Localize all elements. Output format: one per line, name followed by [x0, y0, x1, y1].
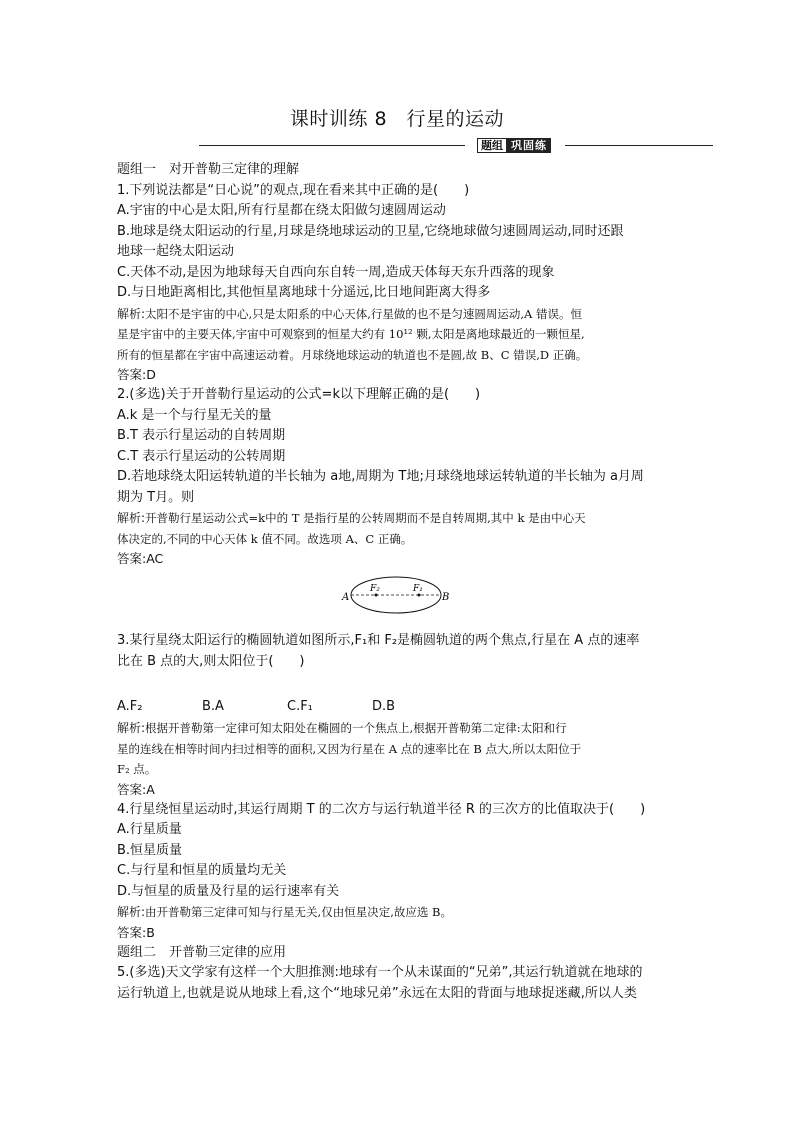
q2-option-d-line1: D.若地球绕太阳运转轨道的半长轴为 a地,周期为 T地;月球绕地球运转轨道的半长轴为 a月周	[117, 469, 644, 484]
q4-explanation-line1	[117, 902, 677, 923]
q1-option-d: D.与日地距离相比,其他恒星离地球十分遥远,比日地间距离大得多	[117, 285, 491, 300]
q1-option-b-line2: 地球一起绕太阳运动	[117, 244, 235, 259]
q4-option-c: C.与行星和恒星的质量均无关	[117, 863, 287, 878]
q3-option-c: C.F₁	[287, 699, 313, 714]
q1-option-a: A.宇宙的中心是太阳,所有行星都在绕太阳做匀速圆周运动	[117, 203, 446, 218]
q4-option-d: D.与恒星的质量及行星的运行速率有关	[117, 883, 340, 899]
q1-explanation-line2: 星是宇宙中的主要天体,宇宙中可观察到的恒星大约有 10¹² 颗,太阳是离地球最近的一颗恒星,	[117, 327, 585, 341]
q1-answer: 答案:D	[117, 367, 156, 382]
point-a-label: A	[342, 592, 350, 603]
spacer	[117, 672, 677, 690]
page-title: 课时训练 8 行星的运动	[289, 108, 505, 130]
point-b-label: B	[442, 592, 450, 603]
explanation-label: 解析:	[117, 721, 146, 735]
q2-option-b: B.T 表示行星运动的自转周期	[117, 428, 286, 443]
q2-option-c: C.T 表示行星运动的公转周期	[117, 448, 286, 464]
q5-stem-line2: 运行轨道上,也就是说从地球上看,这个“地球兄弟”永远在太阳的背面与地球捉迷藏,所以人类	[117, 985, 637, 1001]
banner-badge-right: 巩固练	[507, 138, 551, 153]
q5-stem-line1: 5.(多选)天文学家有这样一个大胆推测:地球有一个从未谋面的“兄弟”,其运行轨道就在地球的	[117, 965, 643, 980]
question-4	[117, 800, 677, 943]
section-banner	[117, 138, 677, 154]
explanation-label: 解析:	[117, 905, 146, 919]
q1-explanation-text1: 太阳不是宇宙的中心,只是太阳系的中心天体,行星做的也不是匀速圆周运动,A 错误。恒	[145, 306, 582, 321]
q2-explanation-text1: 开普勒行星运动公式=k中的 T 是指行星的公转周期而不是自转周期,其中 k 是由中心天	[145, 511, 586, 525]
q4-answer: 答案:B	[117, 924, 155, 940]
explanation-label: 解析:	[117, 511, 146, 525]
q3-answer: 答案:A	[117, 781, 155, 797]
banner-badge-left: 题组	[477, 138, 507, 153]
q3-explanation-line3: F₂ 点。	[117, 762, 157, 776]
q1-option-b-line1: B.地球是绕太阳运动的行星,月球是绕地球运动的卫星,它绕地球做匀速圆周运动,同时还跟	[117, 223, 624, 239]
q3-options	[117, 696, 677, 718]
ellipse-orbit-diagram	[341, 569, 451, 621]
q3-option-b: B.A	[202, 699, 224, 714]
document-page	[117, 100, 677, 1004]
q2-answer: 答案:AC	[117, 551, 164, 566]
q4-option-b: B.恒星质量	[117, 842, 183, 858]
question-3	[117, 631, 677, 800]
q3-stem-line2: 比在 B 点的大,则太阳位于( )	[117, 653, 305, 669]
question-2	[117, 385, 677, 569]
focus-f2-label: F₂	[370, 584, 380, 594]
q2-option-a: A.k 是一个与行星无关的量	[117, 407, 272, 423]
q4-option-a: A.行星质量	[117, 822, 182, 837]
banner-rule-left	[199, 145, 465, 146]
explanation-label: 解析:	[117, 306, 146, 321]
q1-explanation-line1	[117, 304, 677, 325]
question-5	[117, 963, 677, 1004]
q3-explanation-line1	[117, 718, 677, 739]
q1-option-c: C.天体不动,是因为地球每天自西向东自转一周,造成天体每天东升西落的现象	[117, 264, 555, 280]
ellipse-orbit-figure	[117, 569, 677, 631]
focus-f1-label: F₁	[413, 584, 423, 594]
q4-explanation-text1: 由开普勒第三定律可知与行星无关,仅由恒星决定,故应选 B。	[145, 905, 452, 919]
q2-stem: 2.(多选)关于开普勒行星运动的公式=k以下理解正确的是( )	[117, 387, 481, 402]
question-1	[117, 181, 677, 386]
q3-explanation-text1: 根据开普勒第一定律可知太阳处在椭圆的一个焦点上,根据开普勒第二定律:太阳和行	[145, 721, 567, 735]
banner-rule-right	[565, 145, 713, 146]
q2-option-d-line2: 期为 T月。则	[117, 489, 195, 505]
banner-badge	[463, 138, 565, 153]
q3-option-a: A.F₂	[117, 699, 143, 714]
q1-explanation-line3: 所有的恒星都在宇宙中高速运动着。月球绕地球运动的轨道也不是圆,故 B、C 错误,D 正确。	[117, 347, 588, 362]
q2-explanation-line1	[117, 508, 677, 529]
q1-stem: 1.下列说法都是“日心说”的观点,现在看来其中正确的是( )	[117, 182, 470, 198]
q3-option-d: D.B	[372, 699, 396, 714]
q3-explanation-line2: 星的连线在相等时间内扫过相等的面积,又因为行星在 A 点的速率比在 B 点大,所以太阳位于	[117, 741, 582, 756]
q4-stem: 4.行星绕恒星运动时,其运行周期 T 的二次方与运行轨道半径 R 的三次方的比值取决于( )	[117, 801, 646, 817]
q2-explanation-line2: 体决定的,不同的中心天体 k 值不同。故选项 A、C 正确。	[117, 531, 413, 546]
group-heading-1: 题组一 对开普勒三定律的理解	[117, 162, 300, 177]
q3-stem-line1: 3.某行星绕太阳运行的椭圆轨道如图所示,F₁和 F₂是椭圆轨道的两个焦点,行星在 A 点的速率	[117, 633, 640, 648]
group-heading-2: 题组二 开普勒三定律的应用	[117, 944, 287, 960]
